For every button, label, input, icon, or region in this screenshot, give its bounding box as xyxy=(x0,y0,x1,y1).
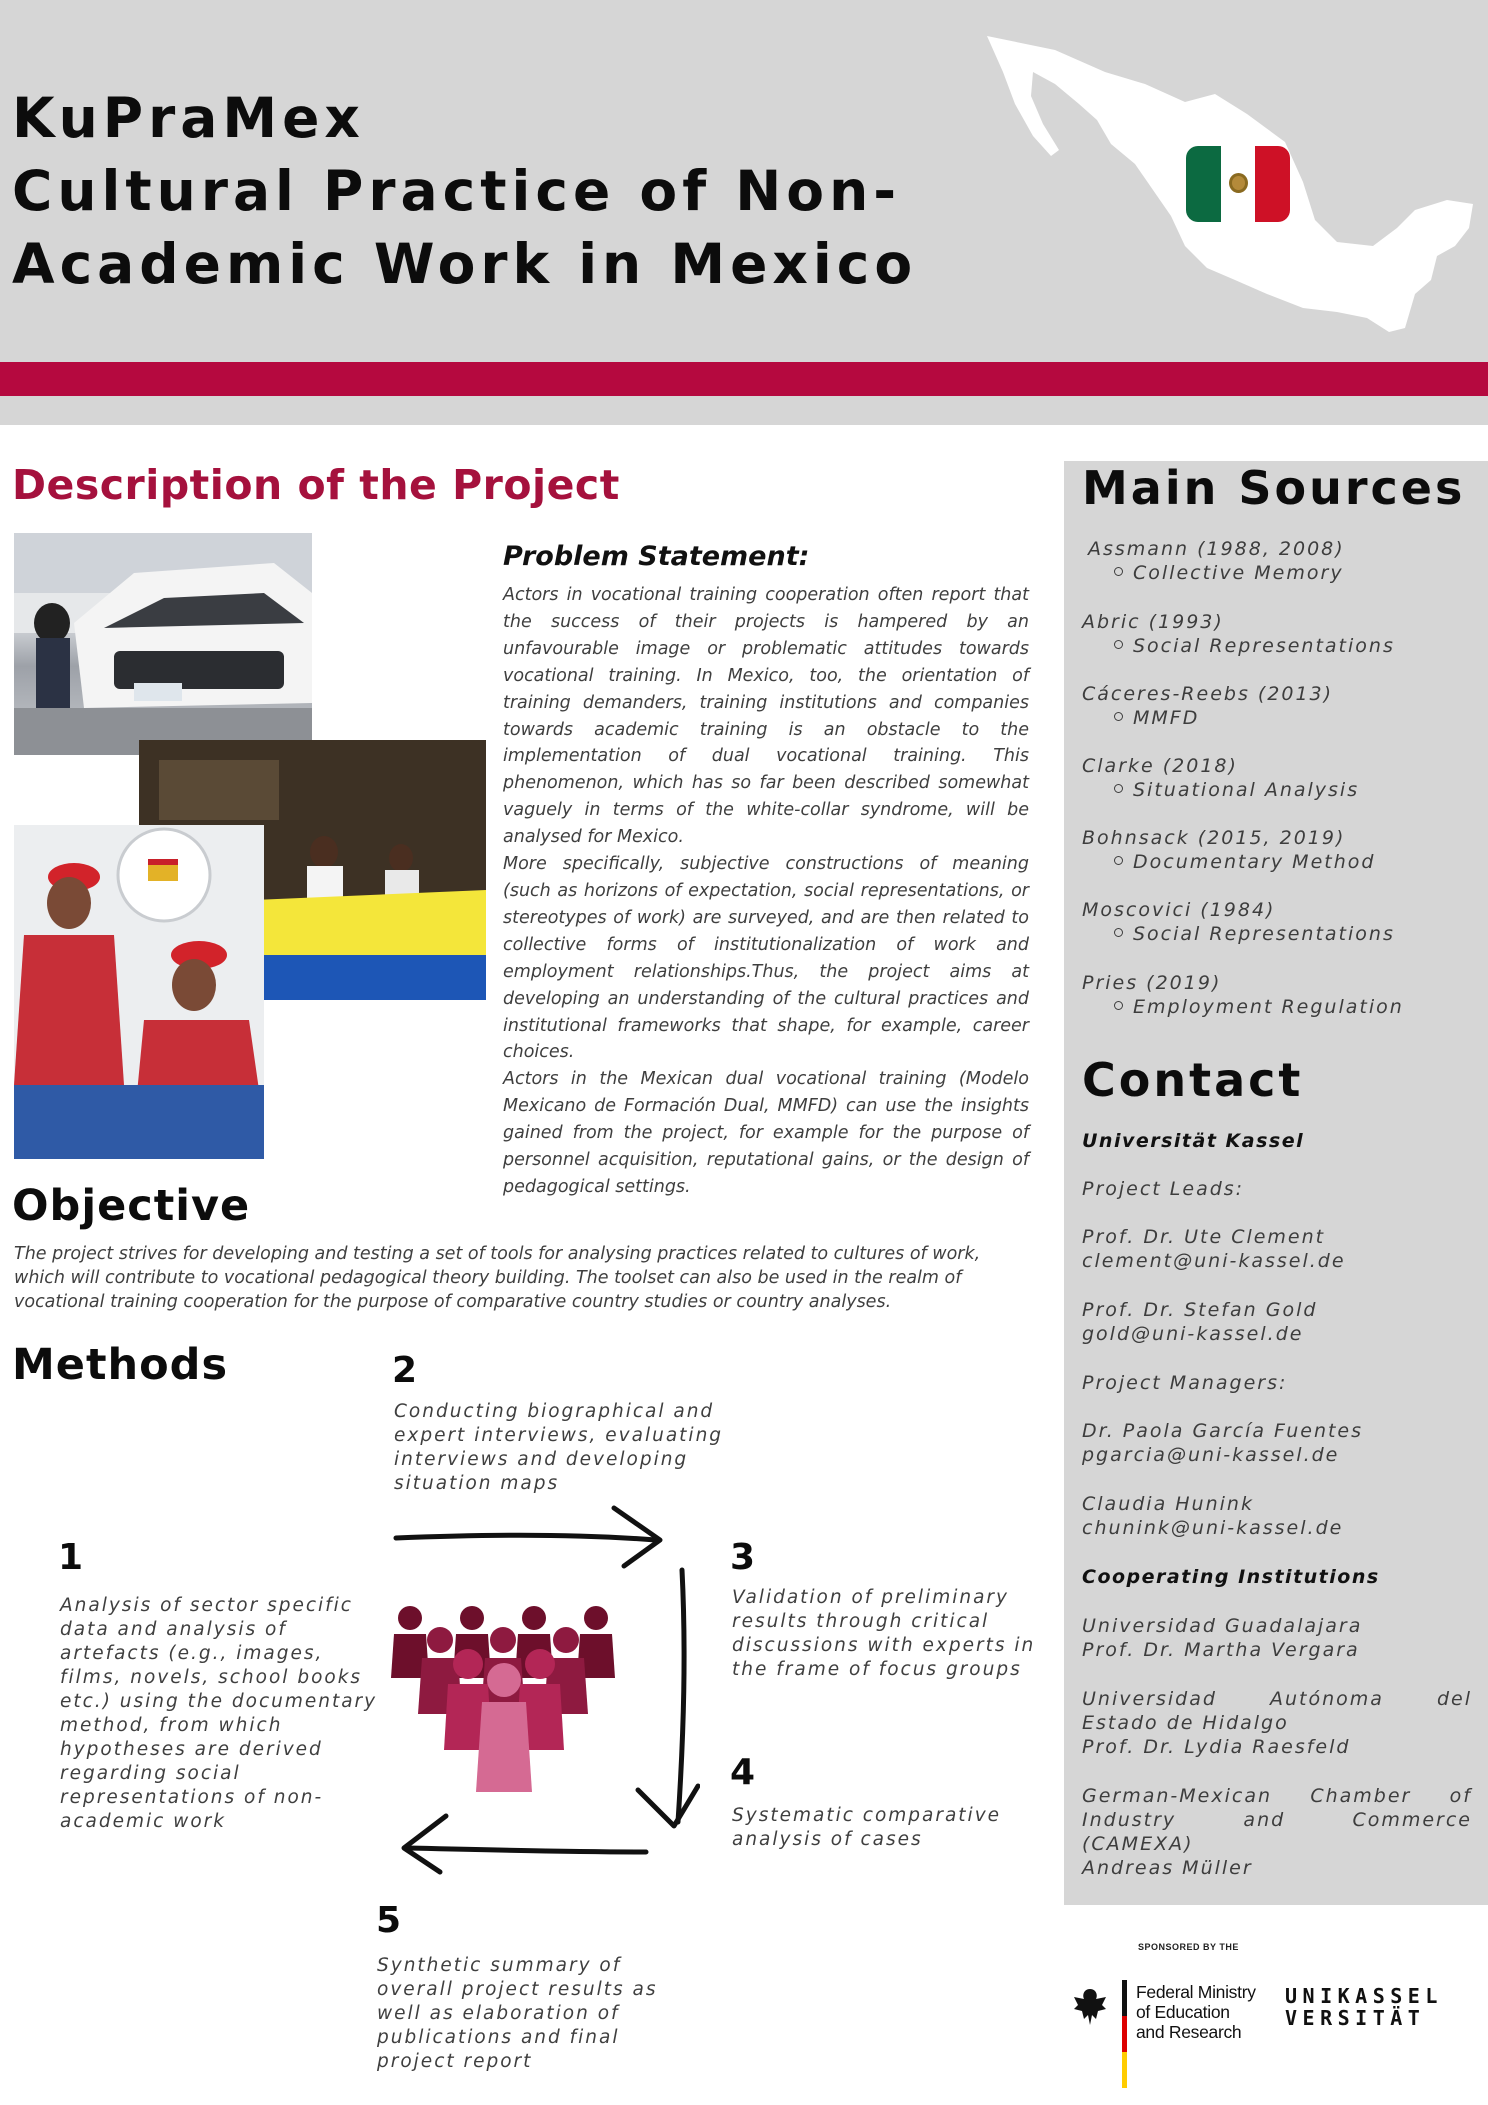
photo-students xyxy=(14,825,264,1159)
contact-email: chunink@uni-kassel.de xyxy=(1082,1517,1344,1539)
source-author: Clarke (2018) xyxy=(1082,755,1238,777)
step-5-text: Synthetic summary of overall project results as well as elaboration of publications and final project report xyxy=(377,1955,658,2072)
contact-email: gold@uni-kassel.de xyxy=(1082,1323,1304,1345)
objective-text: The project strives for developing and testing a set of tools for analysing practices related to cultures of work, which will contribute to vocational pedagogical theory building. The toolset can also be used in the realm of vocational training cooperation for the purpose of comparative country studies or country analyses. xyxy=(14,1244,981,1312)
source-topic: Social Representations xyxy=(1114,923,1395,945)
title-line-2: Cultural Practice of Non- xyxy=(12,159,902,223)
bullet-icon xyxy=(1114,1001,1123,1010)
poster-title xyxy=(12,82,952,301)
bmbf-name: Federal Ministry of Education and Research xyxy=(1136,1982,1256,2042)
main-sources-heading: Main Sources xyxy=(1082,461,1466,515)
uni-kassel-logo xyxy=(1285,1985,1443,2029)
federal-eagle-icon xyxy=(1072,1987,1108,2027)
objective-heading: Objective xyxy=(12,1181,251,1231)
source-author: Pries (2019) xyxy=(1082,972,1222,994)
institution-person: Prof. Dr. Lydia Raesfeld xyxy=(1082,1736,1351,1758)
institution-name-cont: Estado de Hidalgo xyxy=(1082,1712,1289,1734)
university-name: Universität Kassel xyxy=(1082,1130,1305,1152)
problem-paragraph-1: Actors in vocational training cooperation often report that the success of their projects is hampered by an unfavourable image or problematic attitudes towards vocational training. In Mexico, too, the orientation of training demanders, training institutions and companies towards academic training is an obstacle to the implementation of dual vocational training. This phenomenon, which has so far been described somewhat vaguely in terms of the white-collar syndrome, will be analysed for Mexico. xyxy=(503,585,1029,848)
cooperating-institutions-label: Cooperating Institutions xyxy=(1082,1566,1380,1588)
contact-name: Prof. Dr. Ute Clement xyxy=(1082,1226,1326,1248)
sidebar-panel xyxy=(1064,461,1488,1905)
source-author: Abric (1993) xyxy=(1082,611,1224,633)
source-topic: MMFD xyxy=(1114,707,1199,729)
institution-name: Universidad Guadalajara xyxy=(1082,1615,1363,1637)
bullet-icon xyxy=(1114,928,1123,937)
step-1-number: 1 xyxy=(58,1537,84,1578)
source-topic: Social Representations xyxy=(1114,635,1395,657)
photo-car-repair xyxy=(14,533,312,755)
uni-kassel-logo-line-1: UNIKASSEL xyxy=(1285,1984,1443,2008)
contact-name: Claudia Hunink xyxy=(1082,1493,1254,1515)
step-5-number: 5 xyxy=(376,1900,402,1941)
bullet-icon xyxy=(1114,712,1123,721)
institution-name: German-Mexican Chamber of xyxy=(1082,1785,1472,1807)
title-line-1: KuPraMex xyxy=(12,86,365,150)
source-author: Bohnsack (2015, 2019) xyxy=(1082,827,1346,849)
problem-paragraph-3: Actors in the Mexican dual vocational training (Modelo Mexicano de Formación Dual, MMFD) can use the insights gained from the project, for example for the purpose of personnel acquisition, reputational gains, or the design of pedagogical settings. xyxy=(503,1069,1029,1197)
contact-heading: Contact xyxy=(1082,1053,1304,1107)
institution-person: Andreas Müller xyxy=(1082,1857,1253,1879)
sponsored-by-label: SPONSORED BY THE xyxy=(1138,1942,1239,1952)
poster-header xyxy=(0,0,1488,425)
source-author: Assmann (1988, 2008) xyxy=(1088,538,1345,560)
institution-name-cont: (CAMEXA) xyxy=(1082,1833,1194,1855)
bullet-icon xyxy=(1114,856,1123,865)
step-1-text: Analysis of sector specific data and analysis of artefacts (e.g., images, films, novels, school books etc.) using the documentary method, from which hypotheses are derived regarding social representations of non-academic work xyxy=(60,1595,378,1832)
problem-statement-text xyxy=(503,582,1029,1201)
step-3-number: 3 xyxy=(730,1537,756,1578)
institution-name-cont: Industry and Commerce xyxy=(1082,1809,1472,1831)
bullet-icon xyxy=(1114,784,1123,793)
methods-heading: Methods xyxy=(12,1340,229,1390)
step-4-number: 4 xyxy=(730,1752,756,1793)
coat-of-arms-icon xyxy=(1229,173,1248,193)
institution-name: Universidad Autónoma del xyxy=(1082,1688,1472,1710)
bullet-icon xyxy=(1114,567,1123,576)
source-topic: Situational Analysis xyxy=(1114,779,1359,801)
german-flag-stripes xyxy=(1122,1980,1127,2088)
project-leads-label: Project Leads: xyxy=(1082,1178,1245,1200)
source-topic: Collective Memory xyxy=(1114,562,1344,584)
step-2-number: 2 xyxy=(392,1350,418,1391)
contact-email: clement@uni-kassel.de xyxy=(1082,1250,1346,1272)
step-4-text: Systematic comparative analysis of cases xyxy=(732,1805,1002,1850)
source-author: Cáceres-Reebs (2013) xyxy=(1082,683,1334,705)
mexico-flag-icon xyxy=(1186,146,1290,222)
contact-name: Prof. Dr. Stefan Gold xyxy=(1082,1299,1318,1321)
source-topic: Employment Regulation xyxy=(1114,996,1404,1018)
title-line-3: Academic Work in Mexico xyxy=(12,232,918,296)
bmbf-logo xyxy=(1072,1980,1262,2088)
uni-kassel-logo-line-2: VERSITÄT xyxy=(1285,2006,1426,2030)
header-accent-band xyxy=(0,362,1488,396)
problem-statement-heading: Problem Statement: xyxy=(503,541,810,572)
step-2-text: Conducting biographical and expert interviews, evaluating interviews and developing situation maps xyxy=(394,1401,724,1494)
problem-paragraph-2: More specifically, subjective constructions of meaning (such as horizons of expectation, social representations, or stereotypes of work) are surveyed, and are then related to collective forms of institutionalization of work and employment relationships.Thus, the project aims at developing an understanding of the cultural practices and institutional frameworks that shape, for example, career choices. xyxy=(503,854,1029,1063)
step-3-text: Validation of preliminary results through critical discussions with experts in the frame of focus groups xyxy=(732,1587,1036,1680)
people-group-icon xyxy=(390,1598,620,1798)
source-author: Moscovici (1984) xyxy=(1082,899,1276,921)
institution-person: Prof. Dr. Martha Vergara xyxy=(1082,1639,1360,1661)
source-topic: Documentary Method xyxy=(1114,851,1375,873)
contact-email: pgarcia@uni-kassel.de xyxy=(1082,1444,1340,1466)
project-managers-label: Project Managers: xyxy=(1082,1372,1288,1394)
contact-name: Dr. Paola García Fuentes xyxy=(1082,1420,1364,1442)
description-heading: Description of the Project xyxy=(12,461,620,509)
bullet-icon xyxy=(1114,640,1123,649)
